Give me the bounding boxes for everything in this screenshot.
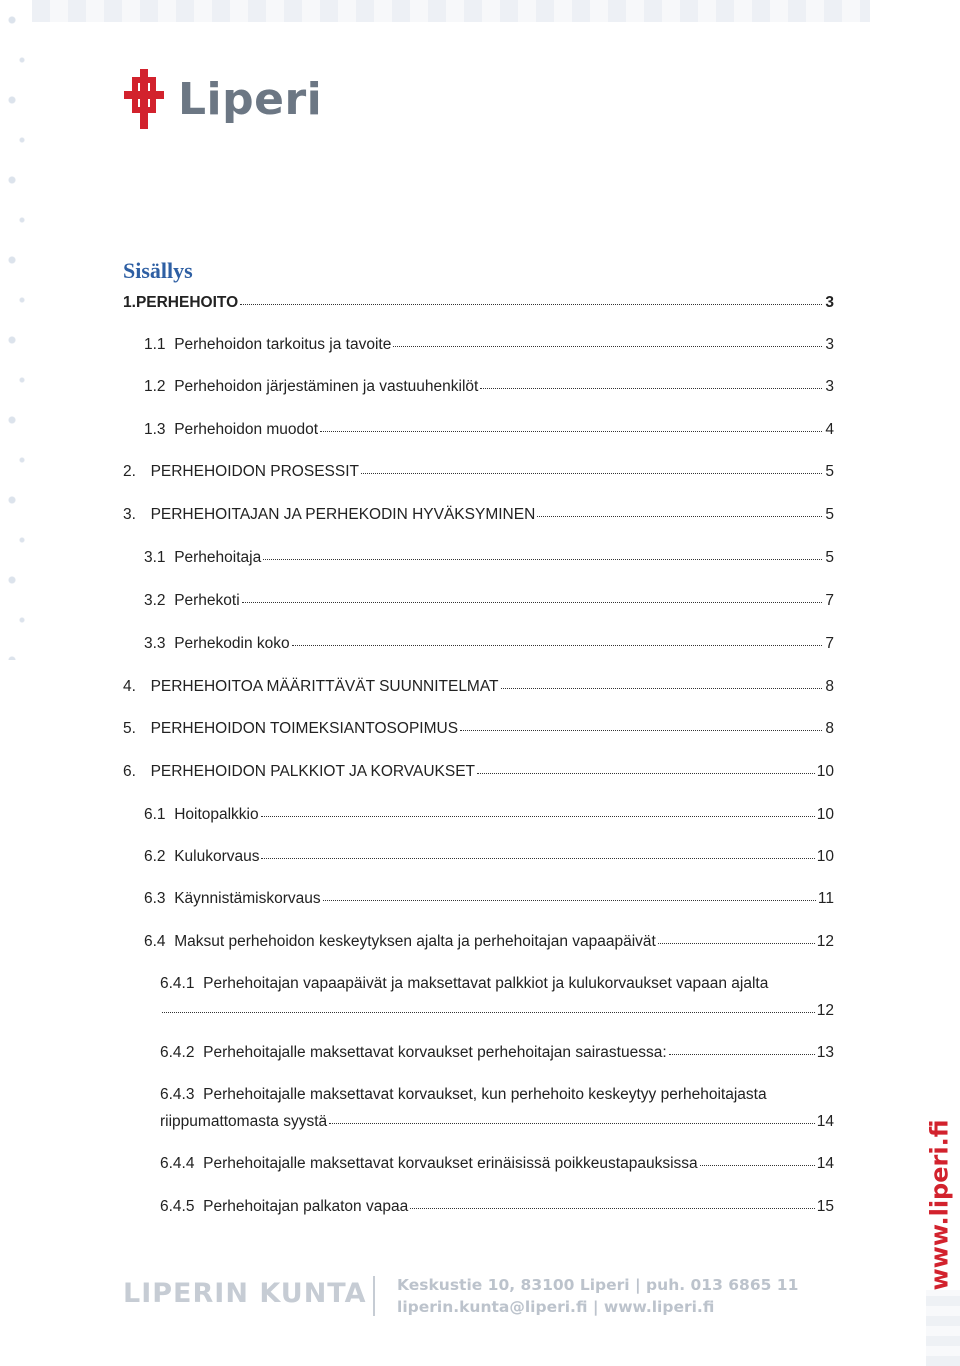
toc-entry-label-line[interactable] [160,1086,767,1104]
toc-entry-page: 4 [825,421,834,438]
toc-entry-page: 11 [817,890,834,907]
toc-entry[interactable] [160,1002,834,1020]
toc-entry[interactable] [144,549,834,567]
toc-entry-page: 3 [825,378,834,395]
header-blank [870,0,960,22]
toc-entry-number: 3.3 [144,635,166,652]
toc-leader-dots [162,1000,815,1013]
toc-entry[interactable] [123,763,834,781]
toc-entry-page: 3 [825,336,834,353]
toc-entry[interactable] [123,506,834,524]
toc-entry-label-cont: riippumattomasta syystä [160,1113,328,1130]
toc-entry[interactable] [160,1044,834,1062]
side-pattern [0,0,32,660]
toc-entry-number: 2. [123,463,136,480]
toc-entry-page: 5 [825,506,834,523]
toc-entry-label: Hoitopalkkio [174,806,259,823]
toc-leader-dots [480,376,822,389]
toc-entry-number: 3. [123,506,136,523]
toc-leader-dots [658,931,815,944]
toc-entry-number: 6.4.2 [160,1044,195,1061]
toc-entry-number: 6.4.1 [160,975,195,992]
toc-entry-number: 6.4.5 [160,1198,195,1215]
toc-entry-label: Perhekoti [174,592,240,609]
toc-entry-label: Perhehoidon järjestäminen ja vastuuhenkilöt [174,378,479,395]
footer-pattern [926,1290,960,1366]
toc-entry-label: Perhehoitajalle maksettavat korvaukset, kun perhehoito keskeytyy perhehoitajasta [203,1086,767,1103]
toc-entry-page: 13 [816,1044,834,1061]
toc-entry-page: 5 [825,549,834,566]
toc-entry-number: 6.4.3 [160,1086,195,1103]
vertical-url[interactable] [925,1119,954,1291]
toc-entry-label: PERHEHOIDON TOIMEKSIANTOSOPIMUS [150,720,459,737]
toc-entry[interactable] [144,890,834,908]
toc-entry[interactable] [123,294,834,312]
toc-entry-label: Käynnistämiskorvaus [174,890,321,907]
footer-divider [373,1276,375,1316]
toc-entry-page: 14 [816,1113,834,1130]
toc-leader-dots [410,1196,815,1209]
toc-entry-page: 12 [816,933,834,950]
toc-entry-label: Perhehoidon tarkoitus ja tavoite [174,336,392,353]
toc-entry-page: 10 [816,806,834,823]
toc-leader-dots [669,1042,815,1055]
toc-entry-label: Perhehoidon muodot [174,421,319,438]
liperi-logo [122,64,322,134]
logo-wordmark: Liperi [178,73,323,125]
toc-entry-label: Perhehoitajalle maksettavat korvaukset perhehoitajan sairastuessa: [203,1044,667,1061]
toc-entry[interactable] [144,421,834,439]
toc-leader-dots [460,718,822,731]
toc-entry-page: 7 [825,635,834,652]
toc-entry[interactable] [144,933,834,951]
toc-entry[interactable] [160,1155,834,1173]
toc-entry-page: 7 [825,592,834,609]
footer-email: liperin.kunta@liperi.fi | www.liperi.fi [397,1298,715,1316]
toc-entry-label: Perhehoitajalle maksettavat korvaukset erinäisissä poikkeustapauksissa [203,1155,698,1172]
toc-entry[interactable] [144,848,834,866]
toc-entry-label: Perhehoitajan vapaapäivät ja maksettavat palkkiot ja kulukorvaukset vapaan ajalta [203,975,769,992]
toc-leader-dots [240,292,822,305]
toc-entry-number: 6. [123,763,136,780]
toc-leader-dots [261,804,815,817]
toc-entry-number: 4. [123,678,136,695]
toc-entry-label-line[interactable] [160,975,768,993]
toc-entry[interactable] [123,678,834,696]
toc-entry-page: 15 [816,1198,834,1215]
toc-entry[interactable] [144,635,834,653]
toc-entry-page: 8 [825,720,834,737]
toc-leader-dots [477,761,815,774]
toc-entry-page: 5 [825,463,834,480]
toc-entry[interactable] [160,1198,834,1216]
toc-leader-dots [537,504,822,517]
toc-entry-number: 6.4 [144,933,166,950]
toc-entry[interactable] [144,806,834,824]
toc-entry-number: 3.1 [144,549,166,566]
toc-entry-number: 1. [123,294,136,311]
toc-entry[interactable] [160,1113,834,1131]
toc-leader-dots [361,461,822,474]
toc-entry[interactable] [123,720,834,738]
toc-entry-label: PERHEHOIDON PALKKIOT JA KORVAUKSET [150,763,476,780]
footer-address: Keskustie 10, 83100 Liperi | puh. 013 6865 11 [397,1276,799,1294]
toc-entry-label: Perhekodin koko [174,635,290,652]
toc-entry-page: 14 [816,1155,834,1172]
toc-entry-number: 6.1 [144,806,166,823]
toc-entry-number: 1.1 [144,336,166,353]
toc-leader-dots [292,633,822,646]
toc-entry-number: 5. [123,720,136,737]
footer-org-name: LIPERIN KUNTA [123,1278,367,1309]
toc-leader-dots [700,1153,815,1166]
toc-entry[interactable] [144,592,834,610]
toc-entry-number: 1.2 [144,378,166,395]
vertical-url-text[interactable]: www.liperi.fi [925,1119,954,1291]
toc-entry-number: 6.3 [144,890,166,907]
toc-leader-dots [393,334,822,347]
toc-entry-number: 6.2 [144,848,166,865]
toc-entry-label: Maksut perhehoidon keskeytyksen ajalta ja perhehoitajan vapaapäivät [174,933,656,950]
toc-entry-label: PERHEHOIDON PROSESSIT [150,463,359,480]
toc-leader-dots [320,419,822,432]
toc-entry-page: 10 [816,763,834,780]
toc-entry[interactable] [144,378,834,396]
toc-leader-dots [242,590,822,603]
toc-entry-number: 3.2 [144,592,166,609]
toc-entry-page: 12 [816,1002,834,1019]
toc-entry-number: 6.4.4 [160,1155,195,1172]
toc-entry-label: PERHEHOITO [135,294,239,311]
toc-entry-label: PERHEHOITAJAN JA PERHEKODIN HYVÄKSYMINEN [150,506,536,523]
liperi-cross-icon [122,67,166,131]
toc-entry[interactable] [123,463,834,481]
toc-leader-dots [263,547,822,560]
toc-leader-dots [261,846,814,859]
header-pattern [32,0,870,22]
toc-entry-page: 8 [825,678,834,695]
toc-entry-page: 10 [816,848,834,865]
toc-entry-label: PERHEHOITOA MÄÄRITTÄVÄT SUUNNITELMAT [150,678,499,695]
footer-contact [397,1274,798,1318]
toc-entry-label: Kulukorvaus [174,848,260,865]
toc-entry-label: Perhehoitaja [174,549,262,566]
toc-leader-dots [323,888,816,901]
toc-entry-label: Perhehoitajan palkaton vapaa [203,1198,409,1215]
toc-leader-dots [329,1111,815,1124]
toc-entry-number: 1.3 [144,421,166,438]
toc-entry[interactable] [144,336,834,354]
toc-leader-dots [501,676,822,689]
toc-entry-page: 3 [825,294,834,311]
toc-title: Sisällys [123,258,193,283]
